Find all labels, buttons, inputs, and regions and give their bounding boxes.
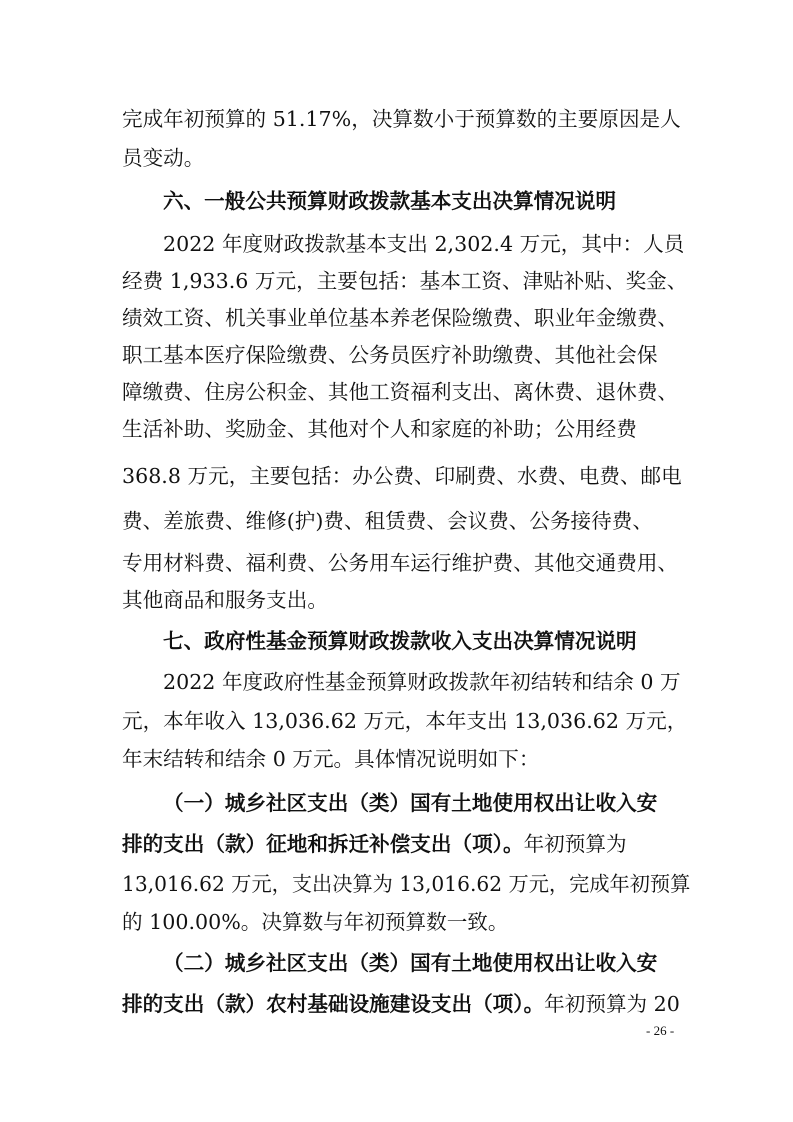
paragraph-line: 绩效工资、机关事业单位基本养老保险缴费、职业年金缴费、 bbox=[122, 306, 679, 330]
item-1-line bbox=[122, 829, 627, 859]
paragraph-line: 障缴费、住房公积金、其他工资福利支出、离休费、退休费、 bbox=[122, 380, 679, 404]
paragraph-line: 的 100.00%。决算数与年初预算数一致。 bbox=[122, 910, 509, 934]
page-number: - 26 - bbox=[646, 1023, 675, 1038]
paragraph-line: 经费 1,933.6 万元，主要包括：基本工资、津贴补贴、奖金、 bbox=[122, 269, 688, 293]
paragraph-line: 费、差旅费、维修(护)费、租赁费、会议费、公务接待费、 bbox=[122, 509, 653, 533]
paragraph-line: 员变动。 bbox=[122, 146, 205, 170]
section-heading-6: 六、一般公共预算财政拨款基本支出决算情况说明 bbox=[163, 189, 617, 213]
paragraph-line: 368.8 万元，主要包括：办公费、印刷费、水费、电费、邮电 bbox=[122, 464, 682, 488]
item-1-text: 年初预算为 bbox=[523, 832, 627, 856]
item-2-text: 年初预算为 20 bbox=[544, 992, 680, 1016]
item-1-title-tail: 排的支出（款）征地和拆迁补偿支出（项）。 bbox=[122, 832, 524, 856]
paragraph-line: 2022 年度财政拨款基本支出 2,302.4 万元，其中：人员 bbox=[163, 232, 685, 256]
paragraph-line: 元，本年收入 13,036.62 万元，本年支出 13,036.62 万元， bbox=[122, 709, 688, 733]
paragraph-line: 2022 年度政府性基金预算财政拨款年初结转和结余 0 万 bbox=[163, 670, 681, 694]
paragraph-line: 13,016.62 万元，支出决算为 13,016.62 万元，完成年初预算 bbox=[122, 872, 691, 896]
item-2-line bbox=[122, 989, 680, 1019]
item-2-title-line: （二）城乡社区支出（类）国有土地使用权出让收入安 bbox=[163, 951, 658, 975]
paragraph-line: 职工基本医疗保险缴费、公务员医疗补助缴费、其他社会保 bbox=[122, 343, 658, 367]
paragraph-line: 专用材料费、福利费、公务用车运行维护费、其他交通费用、 bbox=[122, 551, 679, 575]
paragraph-line: 其他商品和服务支出。 bbox=[122, 588, 328, 612]
item-2-title-tail: 排的支出（款）农村基础设施建设支出（项）。 bbox=[122, 992, 545, 1016]
paragraph-line: 生活补助、奖励金、其他对个人和家庭的补助；公用经费 bbox=[122, 417, 637, 441]
item-1-title-line: （一）城乡社区支出（类）国有土地使用权出让收入安 bbox=[163, 791, 658, 815]
section-heading-7: 七、政府性基金预算财政拨款收入支出决算情况说明 bbox=[163, 629, 637, 653]
paragraph-line: 完成年初预算的 51.17%，决算数小于预算数的主要原因是人 bbox=[122, 107, 681, 131]
paragraph-line: 年末结转和结余 0 万元。具体情况说明如下： bbox=[122, 747, 540, 771]
